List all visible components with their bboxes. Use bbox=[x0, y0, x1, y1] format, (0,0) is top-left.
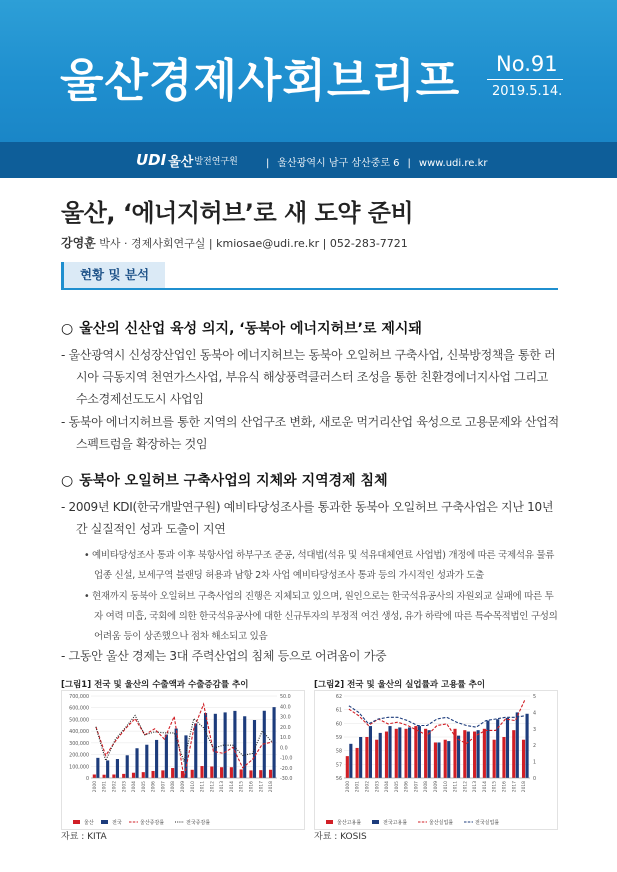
bar bbox=[171, 768, 174, 778]
legend-label: 울산고용률 bbox=[337, 820, 362, 826]
x-tick-label: 2000 bbox=[92, 781, 98, 793]
x-tick-label: 2010 bbox=[443, 781, 449, 793]
bar bbox=[346, 756, 349, 778]
y-right-tick-label: 1 bbox=[533, 760, 537, 766]
author-details: 박사 · 경제사회연구실 | kmiosae@udi.re.kr | 052-283-7721 bbox=[99, 237, 408, 250]
x-tick-label: 2000 bbox=[345, 781, 351, 793]
bar bbox=[418, 726, 421, 778]
y-right-tick-label: -10.0 bbox=[280, 756, 293, 762]
y-right-tick-label: 20.0 bbox=[280, 725, 291, 731]
y-right-tick-label: 10.0 bbox=[280, 736, 291, 741]
x-tick-label: 2006 bbox=[151, 781, 157, 793]
x-tick-label: 2001 bbox=[102, 781, 108, 793]
y-right-tick-label: 40.0 bbox=[280, 705, 291, 711]
y-left-tick-label: 56 bbox=[335, 777, 342, 782]
y-right-tick-label: 5 bbox=[533, 695, 537, 700]
y-right-tick-label: 0 bbox=[533, 777, 537, 782]
bar bbox=[359, 737, 362, 778]
y-right-tick-label: 50.0 bbox=[280, 695, 291, 700]
author-name: 강영훈 bbox=[61, 236, 96, 250]
bullet-item: • 현재까지 동북아 오일허브 구축사업의 진행은 지체되고 있으며, 원인으로는 한국석유공사의 자원외교 실패에 따른 투자 여력 미흡, 국회에 의한 한국석유공사에 대한 신규투자의 부정적 여건 생성, 유가 하락에 따른 특수목적법인 구성의 어려움 등이 상존했으나 점차 해소되고 있음 bbox=[84, 591, 558, 642]
circle-marker-icon: ○ bbox=[61, 321, 74, 337]
bar bbox=[126, 755, 129, 778]
y-left-tick-label: 59 bbox=[335, 736, 342, 741]
figure-1-source: 자료 : KITA bbox=[61, 832, 107, 842]
paragraph: - 2009년 KDI(한국개발연구원) 예비타당성조사를 통과한 동북아 오일허브 구축사업은 지난 10년간 실질적인 성과 도출이 지연 bbox=[61, 500, 554, 536]
bar bbox=[243, 716, 246, 778]
issue-number: No.91 bbox=[496, 52, 558, 76]
figure-1 bbox=[61, 678, 305, 830]
bar bbox=[512, 730, 515, 778]
bar bbox=[210, 767, 213, 778]
legend-label: 전국고용률 bbox=[383, 820, 408, 826]
x-tick-label: 2014 bbox=[229, 781, 235, 793]
bar bbox=[132, 773, 135, 778]
x-tick-label: 2003 bbox=[375, 781, 381, 793]
bar bbox=[273, 707, 276, 778]
subheading-1: ○ 울산의 신산업 육성 의지, ‘동북아 에너지허브’로 제시돼 bbox=[61, 321, 422, 337]
bar bbox=[365, 737, 368, 778]
y-right-tick-label: -30.0 bbox=[280, 777, 293, 782]
bar bbox=[486, 721, 489, 778]
bar bbox=[93, 774, 96, 778]
bar bbox=[230, 767, 233, 778]
bar bbox=[142, 772, 145, 778]
bar bbox=[444, 740, 447, 778]
x-tick-label: 2005 bbox=[141, 781, 147, 793]
x-tick-label: 2018 bbox=[269, 781, 275, 793]
bar bbox=[184, 735, 187, 778]
y-left-tick-label: 57 bbox=[335, 763, 342, 769]
y-right-tick-label: -20.0 bbox=[280, 766, 293, 772]
y-right-tick-label: 4 bbox=[533, 711, 537, 717]
y-left-tick-label: 200,000 bbox=[69, 753, 89, 759]
bar bbox=[457, 736, 460, 778]
figure-1-title: [그림1] 전국 및 울산의 수출액과 수출증감률 추이 bbox=[61, 680, 249, 690]
figure-2-source: 자료 : KOSIS bbox=[314, 832, 367, 842]
bar bbox=[112, 774, 115, 778]
x-tick-label: 2003 bbox=[122, 781, 128, 793]
logo-name: 울산 bbox=[168, 154, 194, 170]
y-left-tick-label: 300,000 bbox=[69, 741, 89, 747]
bar bbox=[379, 733, 382, 778]
issue-divider bbox=[487, 79, 563, 80]
bar bbox=[526, 714, 529, 778]
y-right-tick-label: 30.0 bbox=[280, 715, 291, 721]
paragraph: - 그동안 울산 경제는 3대 주력산업의 침체 등으로 어려움이 가중 bbox=[61, 649, 387, 663]
x-tick-label: 2017 bbox=[512, 781, 518, 793]
udi-logo bbox=[136, 150, 238, 170]
website-link[interactable]: www.udi.re.kr bbox=[418, 158, 488, 169]
x-tick-label: 2009 bbox=[181, 781, 186, 793]
bar bbox=[385, 732, 388, 778]
divider: | bbox=[407, 158, 411, 169]
bar bbox=[395, 729, 398, 778]
x-tick-label: 2006 bbox=[404, 781, 410, 793]
logo-mark: UDI bbox=[136, 151, 167, 169]
byline bbox=[61, 234, 408, 251]
y-left-tick-label: 500,000 bbox=[69, 718, 89, 724]
legend-label: 울산실업률 bbox=[429, 820, 454, 826]
bar bbox=[447, 741, 450, 778]
bar bbox=[194, 723, 197, 778]
y-right-tick-label: 0.0 bbox=[280, 746, 288, 752]
bar bbox=[145, 745, 148, 778]
x-tick-label: 2013 bbox=[220, 781, 226, 793]
y-left-tick-label: 62 bbox=[335, 695, 342, 700]
x-tick-label: 2016 bbox=[502, 781, 508, 793]
x-tick-label: 2012 bbox=[463, 781, 469, 793]
x-tick-label: 2005 bbox=[394, 781, 400, 793]
bar bbox=[522, 740, 525, 778]
bar bbox=[467, 732, 470, 778]
x-tick-label: 2015 bbox=[492, 781, 498, 793]
x-tick-label: 2015 bbox=[239, 781, 245, 793]
bar bbox=[151, 771, 154, 778]
bar bbox=[388, 726, 391, 778]
bar bbox=[437, 742, 440, 778]
bar bbox=[200, 766, 203, 778]
bar bbox=[165, 735, 168, 778]
x-tick-label: 2009 bbox=[434, 781, 439, 793]
bar bbox=[249, 770, 252, 778]
address: 울산광역시 남구 삼산중로 6 bbox=[277, 158, 400, 169]
y-right-tick-label: 2 bbox=[533, 744, 537, 750]
bar bbox=[204, 713, 207, 778]
x-tick-label: 2010 bbox=[190, 781, 196, 793]
y-left-tick-label: 58 bbox=[335, 749, 342, 755]
bar bbox=[240, 769, 243, 778]
issue-date: 2019.5.14. bbox=[492, 84, 563, 99]
legend-swatch bbox=[372, 820, 379, 824]
bar bbox=[369, 726, 372, 778]
y-left-tick-label: 100,000 bbox=[69, 765, 89, 771]
x-tick-label: 2008 bbox=[171, 781, 177, 793]
section-rule bbox=[61, 288, 558, 290]
bar bbox=[349, 744, 352, 778]
bar bbox=[135, 748, 138, 778]
logo-sub: 발전연구원 bbox=[194, 156, 238, 167]
bar bbox=[414, 726, 417, 778]
section-label: 현황 및 분석 bbox=[61, 262, 165, 288]
bar bbox=[375, 740, 378, 778]
x-tick-label: 2012 bbox=[210, 781, 216, 793]
bar bbox=[477, 730, 480, 778]
legend-label: 전국실업률 bbox=[475, 820, 500, 826]
x-tick-label: 2016 bbox=[249, 781, 255, 793]
bar bbox=[404, 729, 407, 778]
bar bbox=[516, 712, 519, 778]
y-left-tick-label: 600,000 bbox=[69, 706, 89, 712]
x-tick-label: 2007 bbox=[161, 781, 167, 793]
legend-label: 전국증감률 bbox=[186, 820, 211, 826]
export-chart bbox=[61, 690, 305, 830]
bar bbox=[434, 742, 437, 778]
article-headline: 울산, ‘에너지허브’로 새 도약 준비 bbox=[61, 199, 414, 227]
bar bbox=[161, 770, 164, 778]
legend-label: 울산증감률 bbox=[140, 820, 165, 826]
bar bbox=[214, 714, 217, 778]
bar bbox=[155, 740, 158, 778]
bullet-item: • 예비타당성조사 통과 이후 북항사업 하부구조 준공, 석대법(석유 및 석유대체연료 사업법) 개정에 따른 국제석유 물류업종 신설, 보세구역 블랜딩 허용과 남항 2차 사업 예비타당성조사 통과 등의 가시적인 성과가 도출 bbox=[84, 550, 555, 581]
bar bbox=[428, 730, 431, 778]
x-tick-label: 2011 bbox=[453, 781, 459, 793]
bar bbox=[122, 774, 125, 778]
bar bbox=[483, 729, 486, 778]
y-left-tick-label: 700,000 bbox=[69, 695, 89, 700]
bar bbox=[269, 770, 272, 778]
x-tick-label: 2004 bbox=[385, 781, 391, 793]
legend-swatch bbox=[73, 820, 80, 824]
bar bbox=[116, 759, 119, 778]
divider: | bbox=[266, 158, 270, 169]
bar bbox=[502, 737, 505, 778]
bar bbox=[424, 729, 427, 778]
x-tick-label: 2018 bbox=[522, 781, 528, 793]
x-tick-label: 2002 bbox=[365, 781, 371, 793]
y-right-tick-label: 3 bbox=[533, 727, 537, 733]
section-header bbox=[61, 262, 558, 290]
bar bbox=[473, 732, 476, 778]
bar bbox=[506, 718, 509, 778]
legend-swatch bbox=[101, 820, 108, 824]
x-tick-label: 2004 bbox=[132, 781, 138, 793]
paragraph: - 울산광역시 신성장산업인 동북아 에너지허브는 동북아 오일허브 구축사업, 신북방정책을 통한 러시아 극동지역 천연가스사업, 부유식 해상풍력클러스터 조성을 통한 친환경에너지사업 그리고 수소경제선도도시 사업임 bbox=[61, 348, 556, 406]
x-tick-label: 2017 bbox=[259, 781, 265, 793]
bar bbox=[408, 727, 411, 778]
contact-info bbox=[258, 154, 488, 169]
bar bbox=[220, 767, 223, 778]
x-tick-label: 2008 bbox=[424, 781, 430, 793]
employment-chart bbox=[314, 690, 558, 830]
paragraph: - 동북아 에너지허브를 통한 지역의 산업구조 변화, 새로운 먹거리산업 육성으로 고용문제와 산업적 스펙트럼을 확장하는 것임 bbox=[61, 415, 559, 451]
x-tick-label: 2013 bbox=[473, 781, 479, 793]
publication-title: 울산경제사회브리프 bbox=[60, 54, 461, 107]
figure-2 bbox=[314, 678, 558, 830]
figure-2-title: [그림2] 전국 및 울산의 실업률과 고용률 추이 bbox=[314, 680, 486, 690]
y-left-tick-label: 61 bbox=[335, 708, 342, 714]
legend-label: 울산 bbox=[84, 820, 94, 826]
x-tick-label: 2014 bbox=[482, 781, 488, 793]
x-tick-label: 2002 bbox=[112, 781, 118, 793]
legend-label: 전국 bbox=[112, 820, 122, 826]
y-left-tick-label: 400,000 bbox=[69, 730, 89, 736]
x-tick-label: 2007 bbox=[414, 781, 420, 793]
y-left-tick-label: 60 bbox=[335, 722, 342, 728]
bar bbox=[106, 760, 109, 778]
bar bbox=[96, 758, 99, 778]
bar bbox=[103, 775, 106, 778]
bar bbox=[356, 748, 359, 778]
y-left-tick-label: 0 bbox=[85, 777, 89, 782]
circle-marker-icon: ○ bbox=[61, 473, 74, 489]
bar bbox=[493, 740, 496, 778]
bar bbox=[233, 711, 236, 778]
subheading-2: ○ 동북아 오일허브 구축사업의 지체와 지역경제 침체 bbox=[61, 473, 388, 489]
bar bbox=[259, 770, 262, 778]
bar bbox=[191, 770, 194, 778]
x-tick-label: 2011 bbox=[200, 781, 206, 793]
legend-swatch bbox=[326, 820, 333, 824]
bar bbox=[398, 727, 401, 778]
bar bbox=[463, 730, 466, 778]
x-tick-label: 2001 bbox=[355, 781, 361, 793]
